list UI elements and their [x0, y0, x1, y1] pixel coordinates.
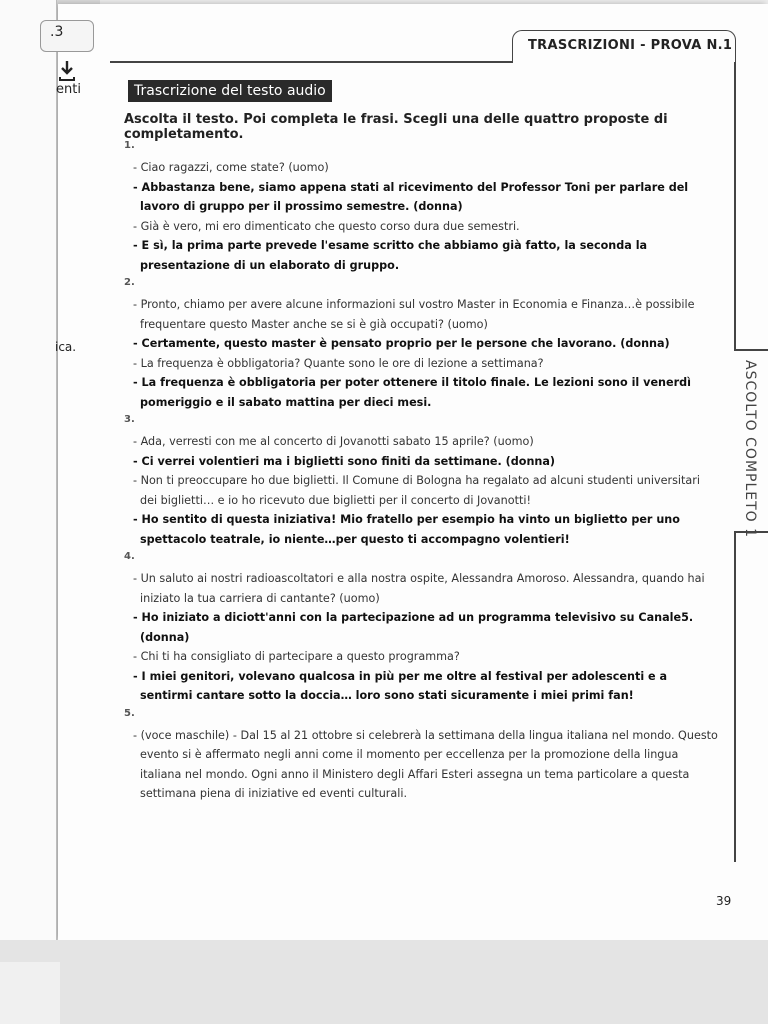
dialogue-line-question: - Ciao ragazzi, come state? (uomo): [133, 161, 329, 174]
header-title: TRASCRIZIONI - PROVA N.1: [528, 38, 733, 53]
dialogue-line-question: - Un saluto ai nostri radioascoltatori e alla nostra ospite, Alessandra Amoroso. Alessandra, quando hai iniziato la tua carriera di cantante? (uomo): [133, 572, 705, 605]
dialogue-line-answer: - La frequenza è obbligatoria per poter ottenere il titolo finale. Le lezioni sono il venerdì pomeriggio e il sabato mattina per dieci mesi.: [133, 376, 691, 409]
left-tab-box: [40, 20, 94, 52]
transcript-item: [120, 414, 720, 549]
dialogue-line-question: - Chi ti ha consigliato di partecipare a questo programma?: [133, 650, 460, 663]
scan-bottom-left: [0, 962, 60, 1024]
dialogue-line-answer: - Ci verrei volentieri ma i biglietti sono finiti da settimane. (donna): [133, 454, 556, 468]
left-page-word-top: enti: [56, 82, 81, 97]
instruction-text: Ascolta il testo. Poi completa le frasi. Scegli una delle quattro proposte di completamento.: [124, 112, 668, 142]
item-number: 4.: [124, 551, 135, 562]
dialogue-line-answer: - Ho sentito di questa iniziativa! Mio fratello per esempio ha vinto un biglietto per uno spettacolo teatrale, io niente…per questo ti accompagno volentieri!: [133, 513, 680, 546]
transcript-item: [120, 277, 720, 412]
dialogue-line-answer: - I miei genitori, volevano qualcosa in più per me oltre al festival per adolescenti e a sentirmi cantare sotto la doccia… loro sono stati sicuramente i miei primi fan!: [133, 669, 668, 702]
item-number: 3.: [124, 414, 135, 425]
dialogue-line-question: - Ada, verresti con me al concerto di Jovanotti sabato 15 aprile? (uomo): [133, 435, 534, 448]
section-title: Trascrizione del testo audio: [128, 80, 332, 102]
dialogue-line-answer: - Ho iniziato a diciott'anni con la partecipazione ad un programma televisivo su Canale5. (donna): [133, 611, 694, 644]
side-tab-label: ASCOLTO COMPLETO 1: [742, 360, 758, 539]
page-number: 39: [716, 894, 732, 908]
transcript-item: [120, 140, 720, 275]
download-icon: [58, 60, 76, 82]
dialogue-line-question: - Non ti preoccupare ho due biglietti. Il Comune di Bologna ha regalato ad alcuni studenti universitari dei biglietti… e io ho ricevuto due biglietti per il concerto di Jovanotti!: [133, 474, 700, 507]
left-tab-label: .3: [50, 24, 64, 40]
transcript-item: [120, 708, 720, 804]
dialogue-line-question: - Pronto, chiamo per avere alcune informazioni sul vostro Master in Economia e Finanza…è possibile frequentare questo Master anche se si è già occupati? (uomo): [133, 298, 695, 331]
dialogue-line-question: - La frequenza è obbligatoria? Quante sono le ore di lezione a settimana?: [133, 356, 544, 370]
side-rule-top: [734, 62, 736, 350]
dialogue-line-answer: - Abbastanza bene, siamo appena stati al ricevimento del Professor Toni per parlare del lavoro di gruppo per il prossimo semestre. (donna): [133, 180, 689, 213]
dialogue-line-question: - Già è vero, mi ero dimenticato che questo corso dura due semestri.: [133, 219, 520, 233]
item-number: 2.: [124, 277, 135, 288]
transcript-items: [120, 138, 720, 806]
scan-bottom-band: [0, 940, 768, 1024]
side-rule-bottom: [734, 532, 736, 862]
dialogue-line-answer: - Certamente, questo master è pensato proprio per le persone che lavorano. (donna): [133, 337, 670, 350]
left-page: [0, 0, 57, 962]
left-page-word-mid: ica.: [55, 340, 77, 354]
item-number: 5.: [124, 707, 135, 719]
transcript-item: [120, 551, 720, 706]
side-tab-top-rule: [734, 349, 768, 351]
dialogue-line-answer: - E sì, la prima parte prevede l'esame scritto che abbiamo già fatto, la seconda la presentazione di un elaborato di gruppo.: [133, 239, 648, 272]
dialogue-line-question: - (voce maschile) - Dal 15 al 21 ottobre si celebrerà la settimana della lingua italiana nel mondo. Questo evento si è affermato negli anni come il momento per eccellenza per la promozione della lingua italiana nel mondo. Ogni anno il Ministero degli Affari Esteri assegna un tema particolare a questa settimana piena di iniziative ed eventi culturali.: [133, 728, 718, 800]
item-number: 1.: [124, 140, 135, 151]
